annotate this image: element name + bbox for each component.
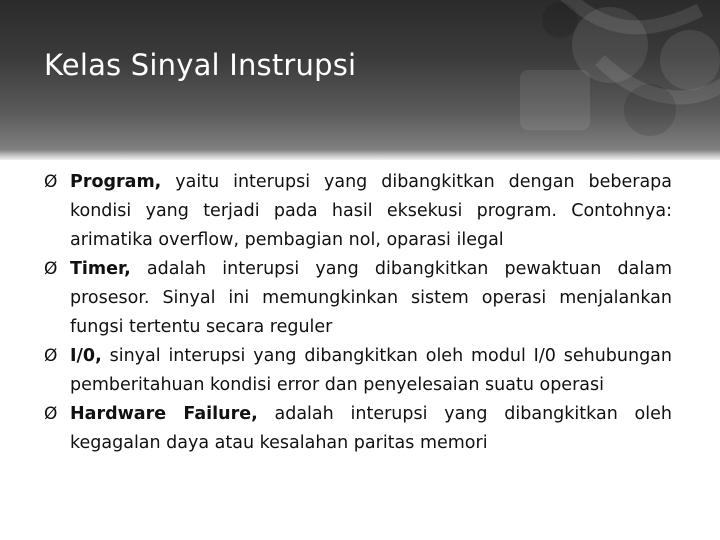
bullet-text: adalah interupsi yang dibangkitkan oleh kegagalan daya atau kesalahan paritas memori [70,404,672,453]
list-item-timer [44,255,672,342]
bullet-list [44,168,672,458]
arrow-right-bullet-icon: Ø [44,404,58,424]
bullet-text: yaitu interupsi yang dibangkitkan dengan beberapa kondisi yang terjadi pada hasil eksekusi program. Contohnya: arimatika overflow, pembagian nol, oparasi ilegal [70,172,672,250]
bullet-text: sinyal interupsi yang dibangkitkan oleh modul I/0 sehubungan pemberitahuan kondisi error dan penyelesaian suatu operasi [70,346,672,395]
slide-title: Kelas Sinyal Instrupsi [44,48,357,82]
arrow-right-bullet-icon: Ø [44,172,58,192]
bullet-text: adalah interupsi yang dibangkitkan pewaktuan dalam prosesor. Sinyal ini memungkinkan sistem operasi menjalankan fungsi tertentu secara reguler [70,259,672,337]
bullet-term: Program, [70,172,162,192]
bullet-term: Timer, [70,259,131,279]
list-item-program [44,168,672,255]
list-item-hardware-failure [44,400,672,458]
bullet-term: Hardware Failure, [70,404,258,424]
arrow-right-bullet-icon: Ø [44,259,58,279]
arrow-right-bullet-icon: Ø [44,346,58,366]
title-banner [0,0,720,160]
bullet-term: I/0, [70,346,102,366]
list-item-io [44,342,672,400]
